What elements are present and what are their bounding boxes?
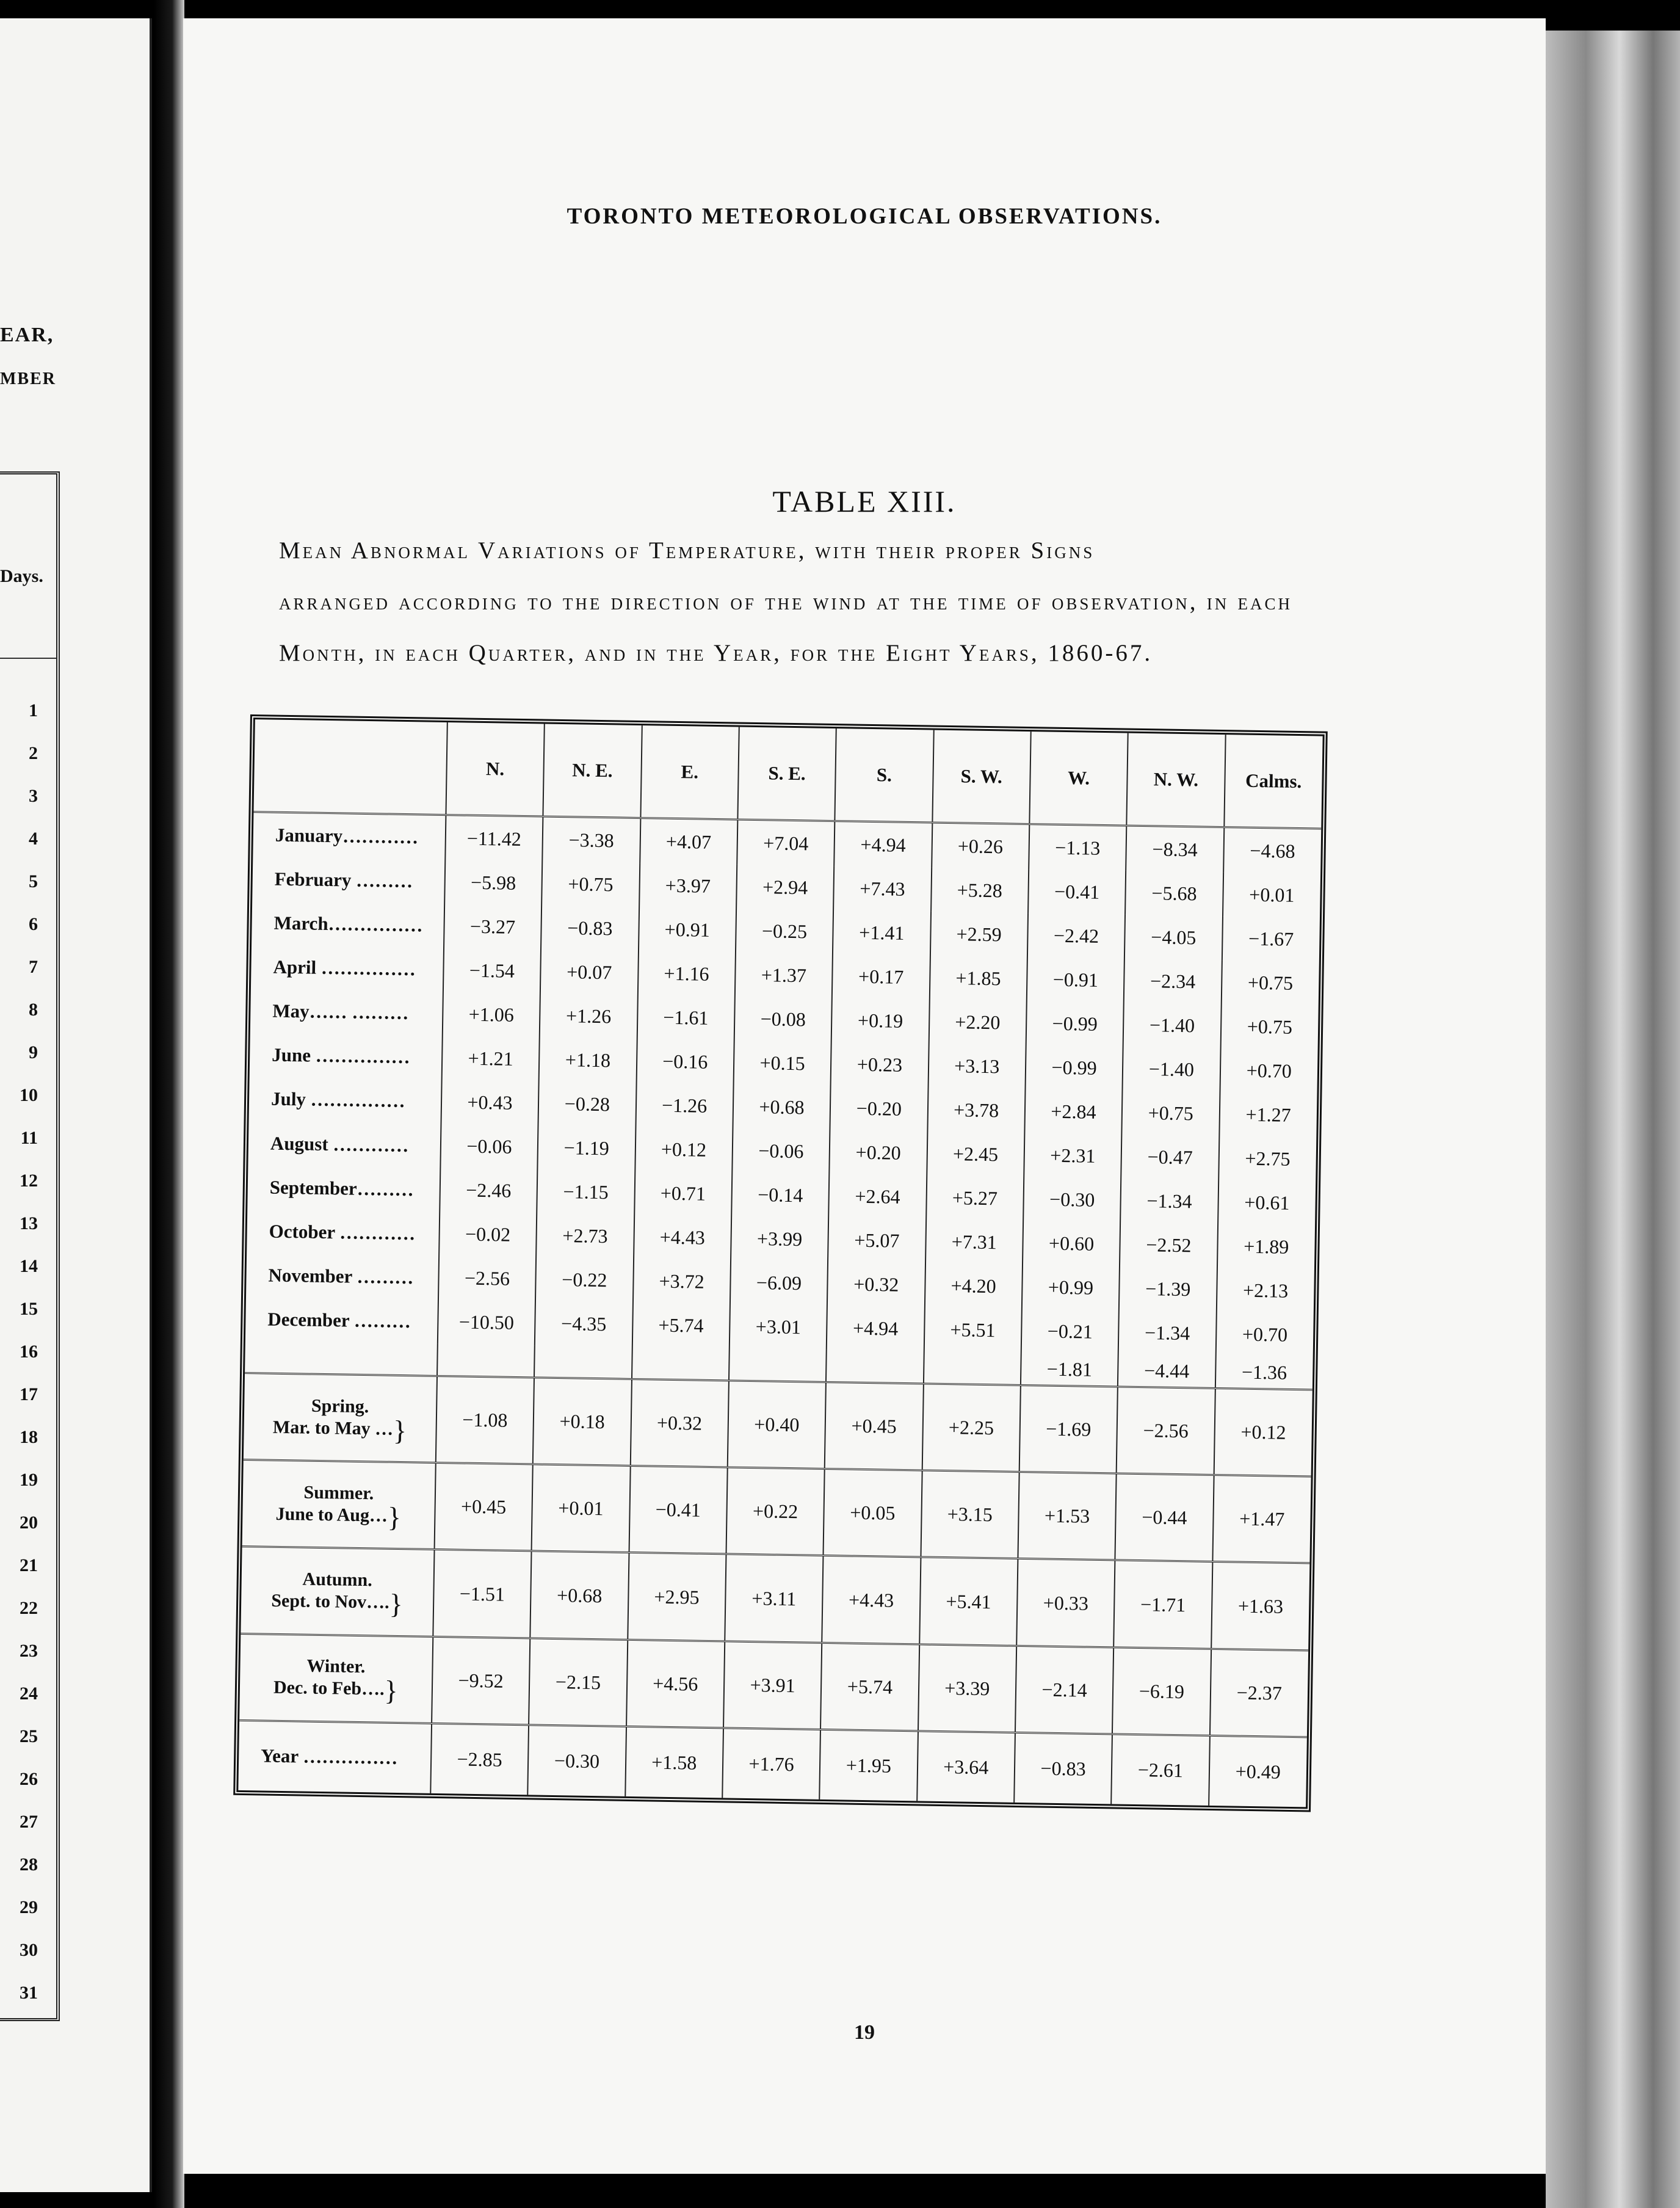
table-cell: −1.81	[1021, 1353, 1118, 1387]
table-cell: +0.18	[533, 1378, 632, 1466]
quarter-name: Summer.	[303, 1482, 374, 1504]
table-cell: −1.67	[1222, 916, 1320, 962]
row-label: January…………	[275, 824, 419, 848]
table-cell: +2.75	[1218, 1136, 1317, 1182]
table-cell: −2.85	[430, 1723, 529, 1795]
table-cell	[729, 1348, 827, 1382]
day-number: 17	[20, 1384, 38, 1404]
column-header: S.	[835, 728, 934, 823]
left-page-fragment	[0, 18, 152, 2192]
quarter-label	[244, 1373, 437, 1463]
table-cell: +3.39	[918, 1644, 1017, 1732]
table-cell: −2.46	[440, 1168, 537, 1214]
table-cell: −4.35	[535, 1301, 632, 1347]
row-label: April ……………	[273, 956, 416, 980]
table-cell: +4.94	[834, 821, 932, 868]
quarter-months: Mar. to May …	[272, 1417, 394, 1439]
day-number: 21	[20, 1555, 38, 1575]
quarter-label	[241, 1547, 434, 1636]
table-cell: +1.26	[540, 993, 637, 1039]
table-cell: −2.34	[1124, 959, 1222, 1004]
table-cell: +0.45	[434, 1463, 533, 1552]
table-cell	[826, 1350, 924, 1384]
table-cell	[245, 1341, 438, 1376]
day-number: 2	[29, 743, 38, 763]
day-number: 4	[29, 829, 38, 849]
row-label: February ………	[274, 868, 413, 892]
page-number: 19	[854, 2021, 875, 2044]
table-cell: +1.85	[929, 956, 1027, 1001]
brace-icon: }	[387, 1501, 402, 1533]
table-cell: +2.59	[930, 912, 1027, 957]
table-cell: −8.34	[1126, 826, 1223, 872]
header-blank	[253, 719, 447, 815]
table-cell: +0.15	[733, 1040, 831, 1086]
table-cell: −0.06	[732, 1128, 830, 1174]
column-header: E.	[640, 725, 739, 819]
table-cell: −2.37	[1209, 1649, 1308, 1737]
table-cell: −2.56	[438, 1256, 536, 1302]
day-number: 8	[29, 1000, 38, 1020]
day-number: 23	[20, 1641, 38, 1661]
day-number: 25	[20, 1726, 38, 1746]
table-cell: −0.99	[1026, 1001, 1124, 1047]
table-cell: −0.14	[731, 1172, 829, 1218]
day-number: 19	[20, 1470, 38, 1490]
table-cell: +1.89	[1217, 1224, 1316, 1270]
table-row	[239, 1633, 1308, 1737]
row-label: August …………	[270, 1132, 409, 1156]
left-heading-line2: MBER	[0, 369, 56, 388]
table-cell: +0.43	[441, 1080, 538, 1125]
table-cell: −1.40	[1123, 1003, 1221, 1048]
day-number: 7	[29, 957, 38, 977]
day-number: 31	[20, 1983, 38, 2003]
day-number: 24	[20, 1683, 38, 1704]
table-cell: −1.26	[635, 1083, 733, 1128]
table-cell: +0.22	[726, 1467, 825, 1556]
table-cell: −2.52	[1120, 1222, 1217, 1268]
table-cell: +5.27	[926, 1175, 1024, 1221]
table-cell: +0.49	[1209, 1735, 1307, 1807]
table-cell: −0.41	[629, 1466, 728, 1555]
quarter-name: Spring.	[311, 1395, 369, 1417]
days-column-label: Days.	[0, 566, 43, 586]
quarter-months: Dec. to Feb….	[273, 1677, 385, 1699]
table-cell: +5.74	[820, 1643, 919, 1731]
table-cell: +0.45	[825, 1382, 924, 1471]
table-cell: +0.60	[1023, 1221, 1120, 1267]
table-cell: +0.07	[540, 950, 638, 995]
table-cell: +7.31	[925, 1219, 1023, 1265]
column-header: Calms.	[1224, 735, 1323, 829]
brace-icon: }	[384, 1674, 399, 1707]
table-cell: +5.41	[919, 1557, 1018, 1646]
table-cell: +3.13	[928, 1044, 1026, 1089]
left-days-table	[0, 471, 60, 2021]
table-cell: +0.12	[635, 1127, 733, 1172]
table-cell: −0.06	[440, 1124, 538, 1169]
table-cell: −0.41	[1028, 869, 1126, 915]
table-cell: +1.53	[1018, 1472, 1117, 1561]
table-cell: −1.13	[1029, 824, 1126, 871]
running-head: TORONTO METEOROLOGICAL OBSERVATIONS.	[567, 204, 1162, 229]
table-cell: −11.42	[445, 815, 543, 862]
table-cell: +4.56	[626, 1640, 725, 1728]
table-cell: +3.72	[632, 1259, 730, 1305]
table-cell: +0.70	[1220, 1048, 1318, 1094]
table-cell: +3.78	[927, 1088, 1025, 1133]
column-header: N.	[446, 722, 545, 816]
table-cell: +0.01	[532, 1464, 631, 1553]
table-cell: +3.15	[921, 1470, 1019, 1559]
table-cell: +0.01	[1223, 872, 1321, 918]
column-header: N. W.	[1127, 733, 1226, 827]
table-cell: +4.20	[924, 1263, 1022, 1309]
table-cell: +2.73	[536, 1213, 634, 1259]
table-cell: +2.94	[736, 865, 834, 910]
day-number: 14	[20, 1256, 38, 1276]
day-number: 5	[29, 871, 38, 892]
table-cell: −2.42	[1027, 913, 1125, 959]
table-cell: +0.19	[831, 998, 929, 1044]
caption-line2: arranged according to the direction of the wind at the time of observation, in each Month, in each Quarter, and in the Year, for the Eight Years, 1860-67.	[279, 589, 1292, 666]
day-number: 18	[20, 1427, 38, 1447]
table-cell: +0.33	[1016, 1559, 1115, 1647]
table-cell: +5.28	[931, 868, 1029, 913]
table-cell: −0.22	[535, 1257, 633, 1303]
table-cell: −0.30	[527, 1724, 626, 1796]
table-cell: +1.37	[735, 953, 833, 998]
table-cell: +1.95	[819, 1729, 918, 1801]
table-cell: +5.51	[924, 1307, 1021, 1353]
table-cell: +1.76	[722, 1728, 820, 1799]
day-number: 9	[29, 1042, 38, 1062]
table-cell: +0.70	[1215, 1312, 1314, 1358]
day-number: 28	[20, 1854, 38, 1875]
quarter-name: Autumn.	[302, 1569, 373, 1591]
row-label: December ………	[267, 1308, 411, 1332]
table-cell: −0.30	[1023, 1177, 1121, 1223]
table-cell: +3.64	[917, 1731, 1015, 1803]
table-cell: +0.75	[1220, 1004, 1319, 1050]
day-number: 1	[29, 700, 38, 721]
column-header: S. W.	[932, 730, 1031, 824]
table-cell: +0.75	[1122, 1091, 1220, 1136]
table-cell: +1.18	[539, 1037, 637, 1083]
table-cell: +1.47	[1212, 1475, 1311, 1564]
table-cell: +5.74	[632, 1303, 730, 1349]
table-cell: −1.08	[436, 1376, 535, 1465]
book-gutter	[154, 0, 184, 2208]
day-number: 29	[20, 1897, 38, 1917]
day-number: 6	[29, 914, 38, 934]
table-cell: −0.83	[1014, 1732, 1112, 1804]
row-label: March……………	[273, 912, 423, 936]
table-caption	[279, 525, 1292, 679]
table-cell: −1.40	[1123, 1047, 1220, 1092]
table-cell: +1.16	[637, 951, 735, 997]
day-number: 26	[20, 1769, 38, 1789]
table-cell: +2.25	[922, 1384, 1021, 1472]
quarter-label	[242, 1460, 436, 1550]
page-edge-shadow	[1546, 31, 1680, 2208]
table-cell: −0.02	[439, 1212, 537, 1258]
table-title: TABLE XIII.	[772, 484, 957, 518]
table-row	[244, 1373, 1312, 1477]
table-cell: −1.71	[1113, 1560, 1212, 1649]
table-cell: −6.09	[730, 1260, 828, 1306]
table-cell: −10.50	[438, 1300, 535, 1346]
table-cell: −0.21	[1021, 1309, 1119, 1355]
table-cell: −0.28	[538, 1081, 636, 1127]
table-cell: +3.01	[730, 1304, 827, 1350]
day-number: 30	[20, 1940, 38, 1960]
table-cell: +0.71	[634, 1171, 732, 1217]
table-cell: +0.75	[1221, 960, 1319, 1006]
quarter-name: Winter.	[306, 1655, 366, 1677]
table-cell: +1.06	[443, 992, 540, 1037]
table-cell: +2.13	[1216, 1268, 1314, 1314]
table-cell: +1.41	[833, 910, 930, 956]
table-cell	[923, 1351, 1021, 1385]
table-cell: +2.20	[929, 1000, 1026, 1045]
table-cell: +4.94	[827, 1306, 924, 1352]
table-cell: −2.61	[1111, 1734, 1209, 1806]
table-cell: +2.31	[1024, 1133, 1121, 1178]
table-header-row	[253, 719, 1322, 829]
table-cell	[437, 1344, 535, 1378]
row-label: Year ……………	[260, 1745, 398, 1769]
table-cell: −0.25	[736, 909, 833, 954]
table-cell: −0.47	[1121, 1135, 1218, 1180]
brace-icon: }	[393, 1414, 407, 1447]
table-cell: +0.91	[638, 907, 736, 953]
column-header: N. E.	[543, 724, 642, 818]
table-cell: +2.64	[828, 1174, 926, 1220]
table-cell: −4.05	[1124, 915, 1222, 961]
day-number: 27	[20, 1812, 38, 1832]
day-number: 22	[20, 1598, 38, 1618]
table-cell: +7.04	[737, 819, 835, 866]
table-cell: −1.61	[637, 995, 734, 1040]
table-cell: −9.52	[432, 1636, 530, 1725]
table-cell: +1.63	[1211, 1562, 1310, 1651]
row-label: July ……………	[270, 1088, 405, 1112]
table-cell: −4.44	[1118, 1354, 1215, 1389]
table-cell: −1.39	[1119, 1266, 1217, 1312]
table-body	[238, 812, 1321, 1807]
day-number: 10	[20, 1085, 38, 1105]
table-cell: +0.32	[630, 1379, 729, 1468]
day-number: 11	[20, 1128, 38, 1148]
table-cell: −0.16	[636, 1039, 734, 1084]
table-cell: −0.91	[1027, 957, 1124, 1003]
table-cell: +5.07	[828, 1218, 925, 1264]
table-cell: −0.44	[1115, 1473, 1214, 1562]
table-cell: +0.32	[827, 1262, 925, 1308]
table-cell: −5.98	[444, 860, 542, 906]
table-cell: −1.51	[433, 1550, 532, 1638]
caption-line1: Mean Abnormal Variations of Temperature, with their proper Signs	[279, 537, 1095, 564]
day-number: 16	[20, 1342, 38, 1362]
table-cell: +0.23	[831, 1042, 929, 1088]
table-cell: −2.56	[1117, 1387, 1215, 1475]
day-number: 12	[20, 1171, 38, 1191]
day-number: 3	[29, 786, 38, 806]
row-label: June ……………	[271, 1044, 410, 1068]
table-cell: −1.15	[537, 1169, 634, 1215]
table-cell: −1.34	[1120, 1178, 1218, 1224]
column-header: S. E.	[737, 727, 836, 821]
table-cell: +3.91	[723, 1641, 822, 1729]
table-cell: +2.84	[1024, 1089, 1122, 1135]
day-number: 15	[20, 1299, 38, 1319]
table-cell: +1.27	[1219, 1092, 1317, 1138]
table-cell	[631, 1347, 729, 1381]
table-cell: +0.99	[1022, 1265, 1120, 1311]
table-cell: +0.68	[733, 1084, 830, 1130]
table-cell: −0.08	[734, 997, 832, 1042]
day-number: 20	[20, 1513, 38, 1533]
table-cell: −6.19	[1112, 1647, 1211, 1735]
table-cell: −4.68	[1223, 827, 1322, 874]
main-page	[183, 18, 1546, 2174]
quarter-months: Sept. to Nov….	[271, 1590, 389, 1613]
table-cell: −0.20	[830, 1086, 928, 1131]
table-cell: +0.40	[728, 1381, 827, 1469]
table-cell	[534, 1345, 632, 1379]
table-cell: −1.36	[1215, 1356, 1312, 1390]
table-cell: −3.27	[444, 904, 541, 950]
table-cell: +4.43	[634, 1215, 731, 1261]
row-label: May…… ………	[272, 1000, 409, 1024]
row-label: September………	[269, 1176, 415, 1200]
table-cell: −1.34	[1118, 1310, 1216, 1356]
table-cell: −1.19	[538, 1125, 635, 1171]
table-cell: −0.83	[541, 906, 639, 951]
table-row	[241, 1547, 1309, 1651]
table-cell: −1.69	[1019, 1385, 1118, 1474]
table-cell: −0.99	[1025, 1045, 1123, 1091]
table-cell: +0.05	[824, 1469, 922, 1558]
table-cell: +0.68	[530, 1551, 629, 1640]
table-cell: +4.07	[640, 818, 737, 865]
table-cell: +0.17	[832, 954, 930, 1000]
row-label: October …………	[269, 1220, 416, 1244]
table-cell: +2.95	[628, 1553, 726, 1641]
table-cell: +0.61	[1218, 1180, 1316, 1226]
table-cell: +2.45	[927, 1131, 1024, 1177]
day-number: 13	[20, 1213, 38, 1233]
table-cell: +0.20	[829, 1130, 927, 1175]
table-cell: −2.15	[529, 1638, 628, 1726]
temperature-variation-table	[233, 714, 1328, 1812]
table-cell: +0.75	[541, 862, 639, 907]
table-cell: +7.43	[833, 866, 931, 912]
table-cell: +0.12	[1214, 1389, 1312, 1477]
quarter-months: June to Aug…	[275, 1503, 388, 1526]
quarter-label	[239, 1633, 433, 1723]
table-cell: +1.21	[441, 1036, 539, 1081]
table-cell: −2.14	[1015, 1646, 1114, 1734]
table-cell: −3.38	[542, 816, 640, 863]
left-heading-line1: EAR,	[0, 324, 54, 346]
table-cell: +3.97	[639, 863, 737, 909]
brace-icon: }	[389, 1588, 404, 1620]
table-cell: +3.11	[725, 1554, 824, 1643]
row-label: November ………	[268, 1264, 414, 1288]
table-cell: +0.26	[932, 823, 1029, 869]
table-row	[242, 1460, 1311, 1564]
table-cell: +3.99	[731, 1216, 828, 1262]
table-cell: +1.58	[625, 1726, 723, 1798]
table-cell: −5.68	[1125, 871, 1223, 917]
table-cell: −1.54	[443, 948, 541, 993]
column-header: W.	[1029, 732, 1128, 826]
table-cell: +4.43	[822, 1556, 921, 1644]
divider	[0, 658, 56, 659]
